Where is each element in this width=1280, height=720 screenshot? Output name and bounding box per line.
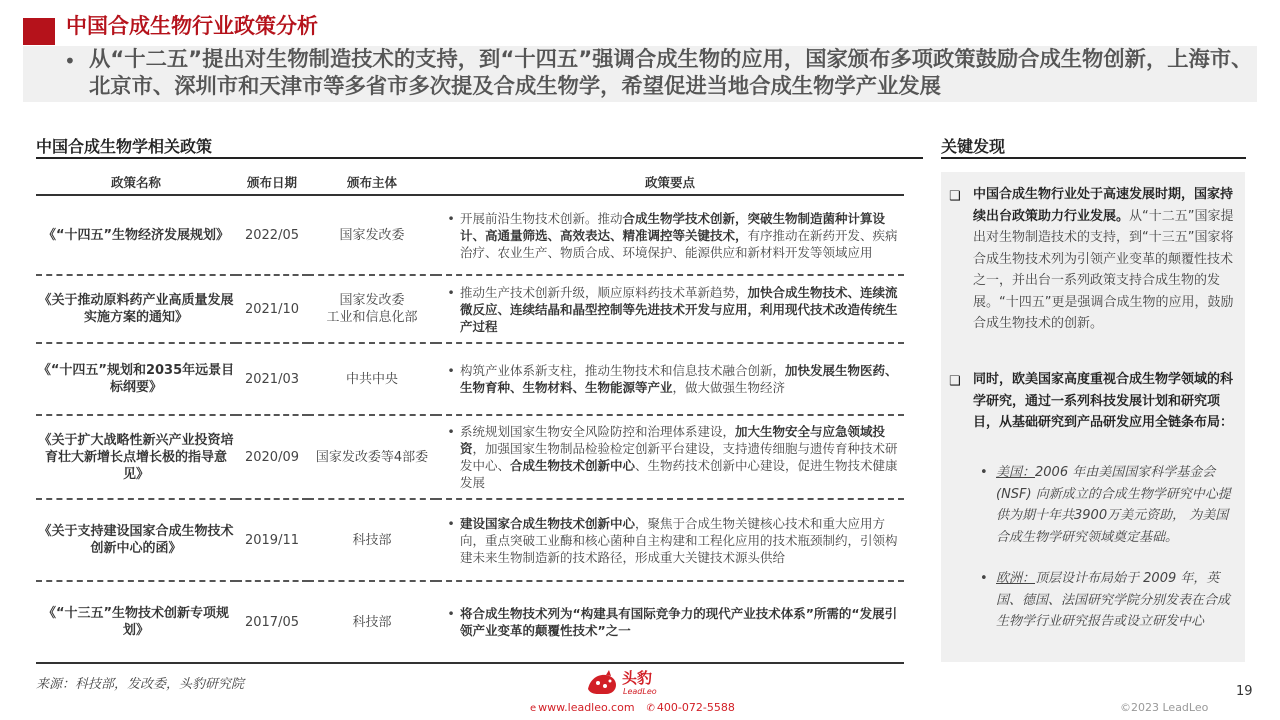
policy-points: • 推动生产技术创新升级，顺应原料药技术革新趋势，加快合成生物技术、连续流微反应、连续结晶和晶型控制等先进技术开发与应用，利用现代技术改造传统生产过程 bbox=[436, 275, 904, 343]
table-row bbox=[36, 581, 904, 663]
policy-date: 2019/11 bbox=[236, 499, 308, 581]
page-number: 19 bbox=[1236, 684, 1253, 699]
findings-section-title: 关键发现 bbox=[941, 137, 1006, 156]
policy-points: • 系统规划国家生物安全风险防控和治理体系建设，加大生物安全与应急领域投资，加强国家生物制品检验检定创新平台建设，支持遗传细胞与遗传育种技术研发中心、合成生物技术创新中心、生物药技术创新中心建设，促进生物技术健康发展 bbox=[436, 415, 904, 499]
policy-org: 国家发改委 工业和信息化部 bbox=[308, 275, 436, 343]
policy-name: 《关于扩大战略性新兴产业投资培育壮大新增长点增长极的指导意见》 bbox=[36, 415, 236, 499]
finding-item: ❑ 同时，欧美国家高度重视合成生物学领域的科学研究，通过一系列科技发展计划和研究项目，从基础研究到产品研发应用全链条布局： bbox=[949, 372, 1234, 430]
phone-number: 400-072-5588 bbox=[656, 701, 735, 714]
table-header-row bbox=[36, 170, 904, 195]
findings-section-rule bbox=[941, 157, 1246, 159]
policy-date: 2022/05 bbox=[236, 195, 308, 275]
summary-bullet: • bbox=[64, 49, 76, 73]
policy-name: 《“十四五”规划和2035年远景目标纲要》 bbox=[36, 343, 236, 415]
policy-points: • 建设国家合成生物技术创新中心，聚焦于合成生物关键核心技术和重大应用方向，重点突破工业酶和核心菌种自主构建和工程化应用的技术瓶颈制约，引领构建未来生物制造新的技术路径，形成重大关键技术源头供给 bbox=[436, 499, 904, 581]
summary-text: 从“十二五”提出对生物制造技术的支持，到“十四五”强调合成生物的应用，国家颁布多项政策鼓励合成生物创新，上海市、北京市、深圳市和天津市等多省市多次提及合成生物学，希望促进当地合成生物学产业发展 bbox=[89, 47, 1253, 99]
policy-org: 国家发改委 bbox=[308, 195, 436, 275]
page-title: 中国合成生物行业政策分析 bbox=[66, 14, 318, 38]
policy-name: 《“十四五”生物经济发展规划》 bbox=[36, 195, 236, 275]
policy-table bbox=[36, 170, 904, 664]
col-header-points: 政策要点 bbox=[436, 170, 904, 195]
square-bullet-icon: ❑ bbox=[949, 374, 961, 389]
copyright: ©2023 LeadLeo bbox=[1120, 701, 1209, 714]
col-header-date: 颁布日期 bbox=[236, 170, 308, 195]
title-accent-block bbox=[23, 18, 55, 45]
policy-name: 《“十三五”生物技术创新专项规划》 bbox=[36, 581, 236, 663]
table-row bbox=[36, 275, 904, 343]
summary-banner bbox=[23, 46, 1257, 102]
policy-org: 中共中央 bbox=[308, 343, 436, 415]
table-row bbox=[36, 499, 904, 581]
table-row bbox=[36, 343, 904, 415]
sub-finding-europe: • 欧洲：顶层设计布局始于 2009 年，英国、德国、法国研究学院分别发表在合成生物学行业研究报告或设立研发中心 bbox=[980, 571, 1231, 629]
leadleo-logo bbox=[586, 667, 666, 701]
policy-org: 科技部 bbox=[308, 499, 436, 581]
policy-points: • 构筑产业体系新支柱，推动生物技术和信息技术融合创新，加快发展生物医药、生物育种、生物材料、生物能源等产业，做大做强生物经济 bbox=[436, 343, 904, 415]
policy-org: 国家发改委等4部委 bbox=[308, 415, 436, 499]
phone-icon: ✆ bbox=[646, 703, 655, 714]
contact-info bbox=[530, 701, 735, 714]
logo-en-text: LeadLeo bbox=[623, 687, 657, 696]
policy-date: 2021/03 bbox=[236, 343, 308, 415]
col-header-name: 政策名称 bbox=[36, 170, 236, 195]
table-row bbox=[36, 415, 904, 499]
source-note: 来源：科技部，发改委，头豹研究院 bbox=[36, 677, 245, 692]
key-findings-panel bbox=[941, 172, 1245, 662]
policy-name: 《关于支持建设国家合成生物技术创新中心的函》 bbox=[36, 499, 236, 581]
table-row bbox=[36, 195, 904, 275]
logo-cn-text: 头豹 bbox=[622, 669, 653, 687]
policy-section-rule bbox=[36, 157, 923, 159]
website-link[interactable]: www.leadleo.com bbox=[538, 701, 635, 714]
policy-org: 科技部 bbox=[308, 581, 436, 663]
finding-item: ❑ 中国合成生物行业处于高速发展时期，国家持续出台政策助力行业发展。从“十二五”国家提出对生物制造技术的支持，到“十三五”国家将合成生物技术列为引领产业变革的颠覆性技术之一，并出台一系列政策支持合成生物的发展。“十四五”更是强调合成生物的应用，鼓励合成生物技术的创新。 bbox=[949, 187, 1234, 331]
policy-date: 2021/10 bbox=[236, 275, 308, 343]
policy-section-title: 中国合成生物学相关政策 bbox=[36, 137, 213, 156]
sub-finding-usa: • 美国：2006 年由美国国家科学基金会 (NSF) 向新成立的合成生物学研究中心提供为期十年共3900万美元资助， 为美国合成生物学研究领域奠定基础。 bbox=[980, 465, 1231, 545]
col-header-org: 颁布主体 bbox=[308, 170, 436, 195]
policy-points: • 将合成生物技术列为“构建具有国际竞争力的现代产业技术体系”所需的“发展引领产业变革的颠覆性技术”之一 bbox=[436, 581, 904, 663]
leopard-logo-icon bbox=[586, 669, 618, 697]
square-bullet-icon: ❑ bbox=[949, 189, 961, 204]
policy-points: • 开展前沿生物技术创新。推动合成生物学技术创新，突破生物制造菌种计算设计、高通量筛选、高效表达、精准调控等关键技术，有序推动在新药开发、疾病治疗、农业生产、物质合成、环境保护、能源供应和新材料开发等领域应用 bbox=[436, 195, 904, 275]
policy-date: 2020/09 bbox=[236, 415, 308, 499]
policy-name: 《关于推动原料药产业高质量发展实施方案的通知》 bbox=[36, 275, 236, 343]
policy-date: 2017/05 bbox=[236, 581, 308, 663]
globe-icon: e bbox=[530, 703, 537, 714]
